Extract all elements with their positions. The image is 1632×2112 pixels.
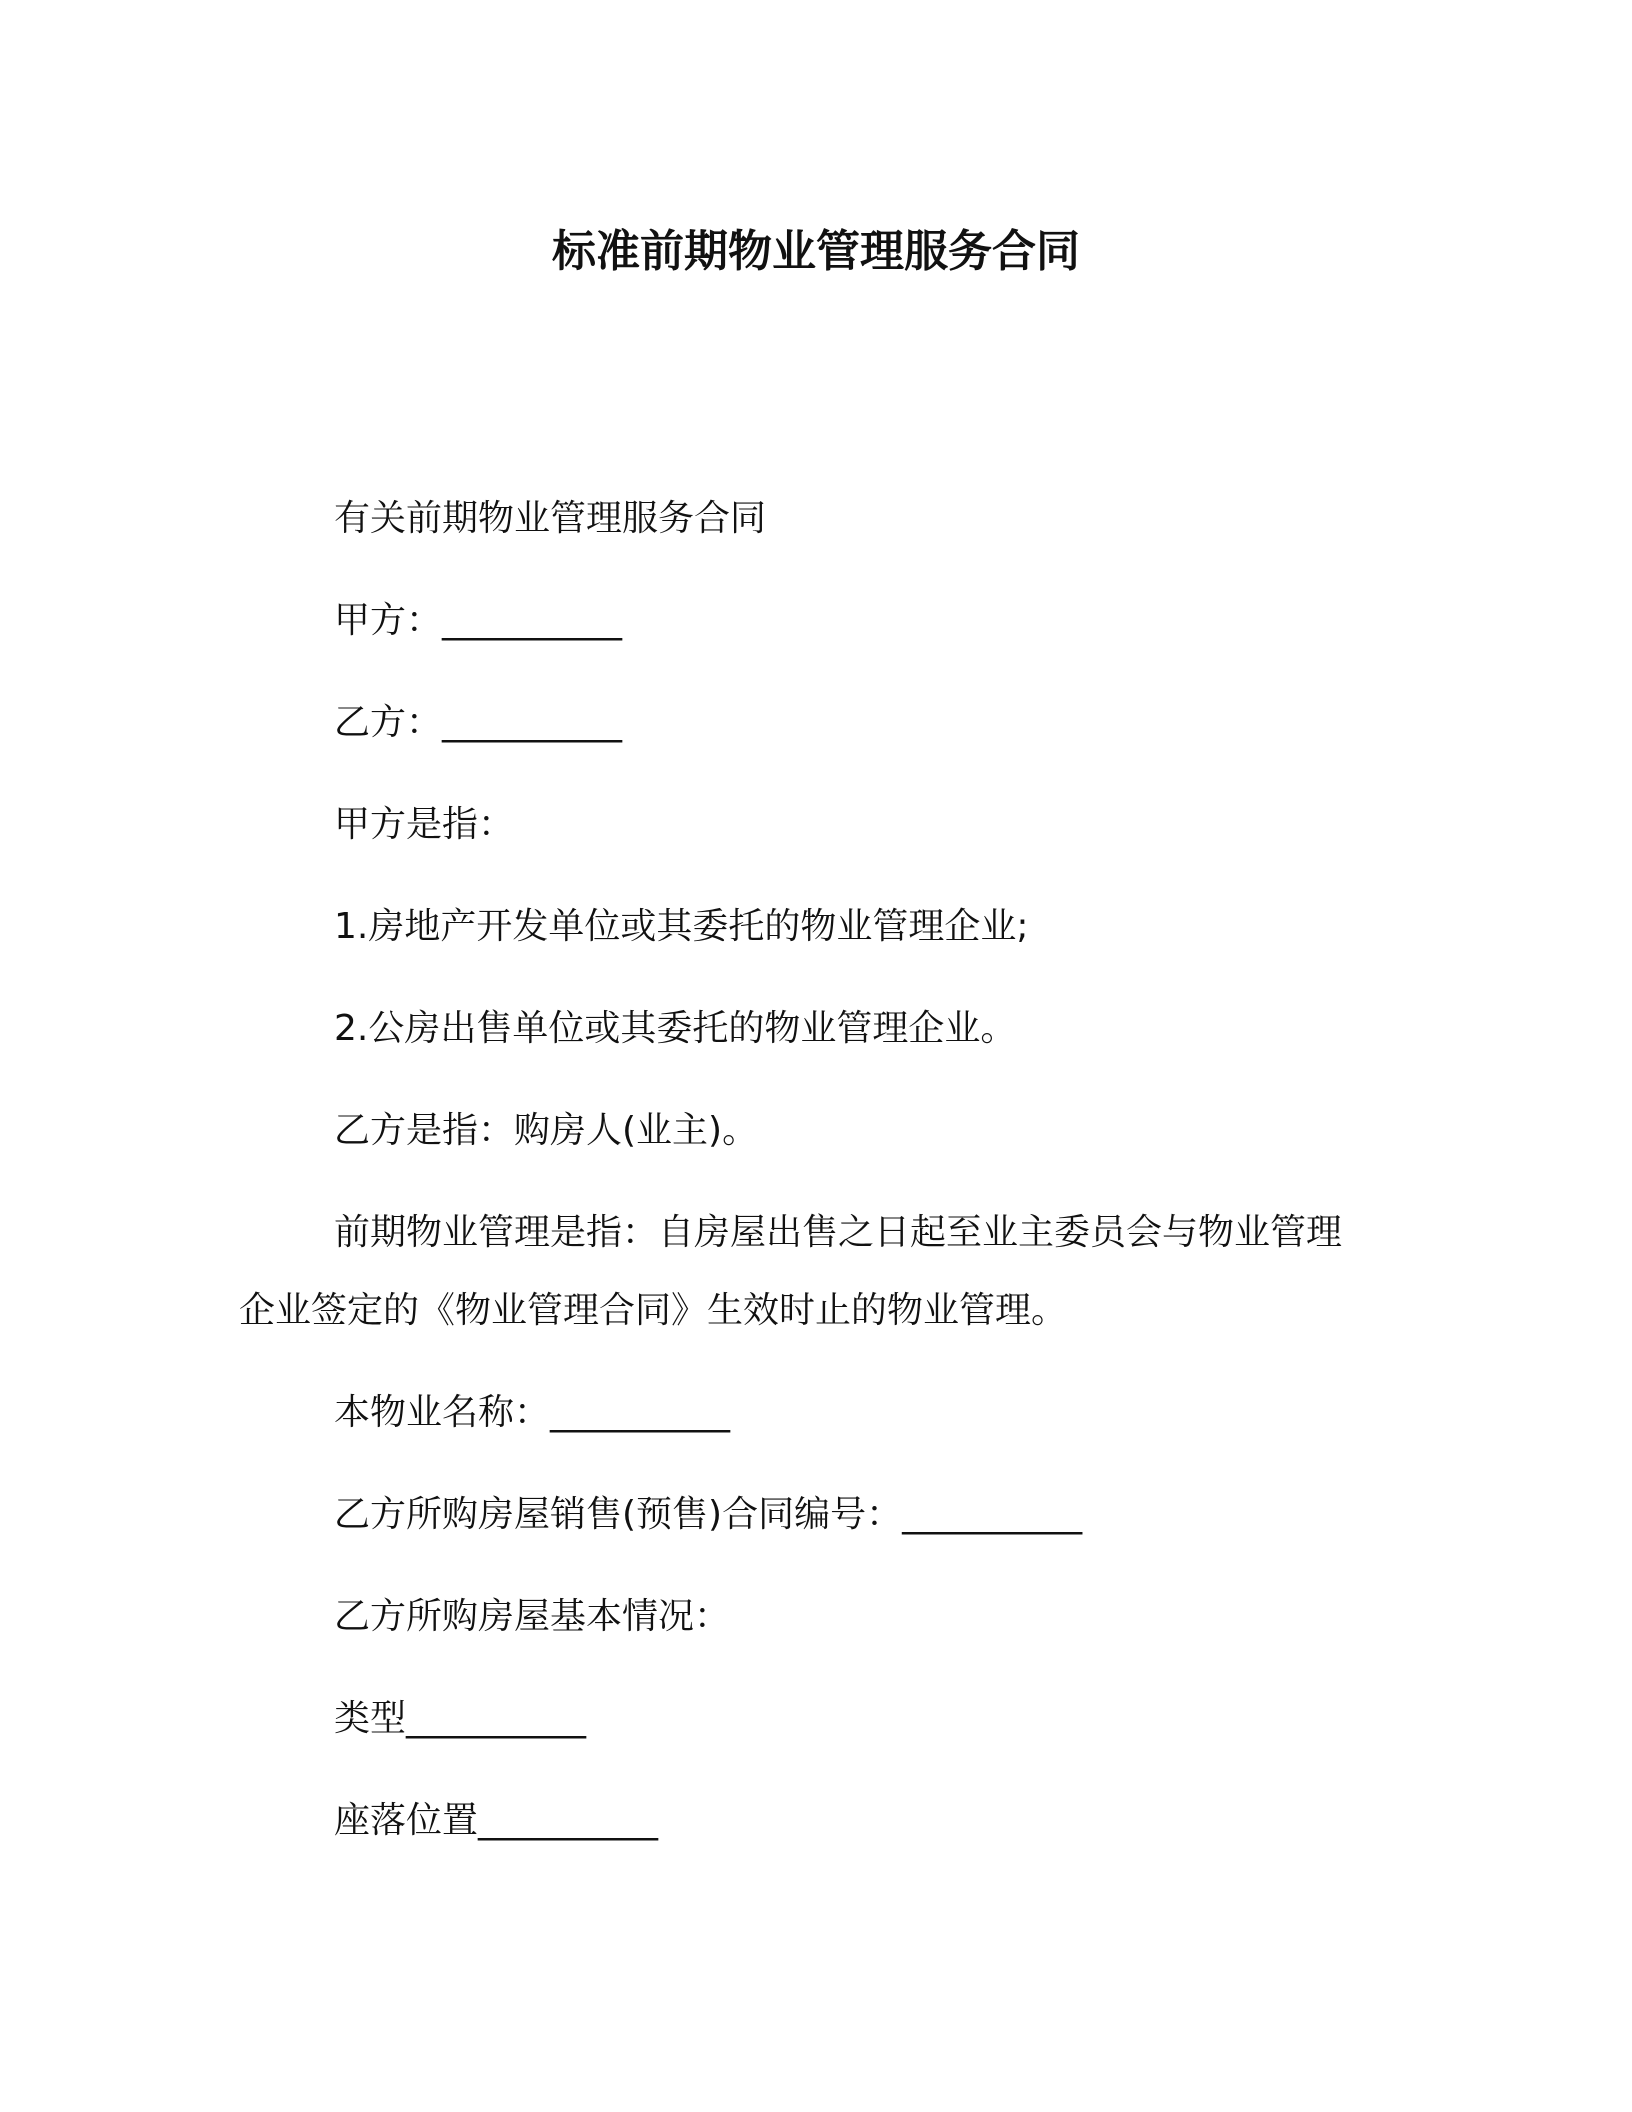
party-b-line: 乙方：__________ <box>334 702 623 743</box>
preliminary-management-definition-line-1: 前期物业管理是指：自房屋出售之日起至业主委员会与物业管理 <box>334 1212 1343 1253</box>
sales-contract-number-line: 乙方所购房屋销售(预售)合同编号：__________ <box>334 1494 1083 1535</box>
party-a-definition-item-2: 2.公房出售单位或其委托的物业管理企业。 <box>334 1008 1017 1049</box>
house-location-line: 座落位置__________ <box>334 1800 659 1841</box>
party-a-line: 甲方：__________ <box>334 600 623 641</box>
house-basic-info-heading: 乙方所购房屋基本情况： <box>334 1596 731 1637</box>
house-type-line: 类型__________ <box>334 1698 587 1739</box>
party-a-definition-item-1: 1.房地产开发单位或其委托的物业管理企业; <box>334 906 1029 947</box>
preliminary-management-definition-line-2: 企业签定的《物业管理合同》生效时止的物业管理。 <box>239 1290 1068 1331</box>
party-b-definition: 乙方是指：购房人(业主)。 <box>334 1110 759 1151</box>
property-name-line: 本物业名称：__________ <box>334 1392 731 1433</box>
document-title: 标准前期物业管理服务合同 <box>552 226 1080 277</box>
party-a-definition-heading: 甲方是指： <box>334 804 515 845</box>
contract-subtitle: 有关前期物业管理服务合同 <box>334 498 767 539</box>
